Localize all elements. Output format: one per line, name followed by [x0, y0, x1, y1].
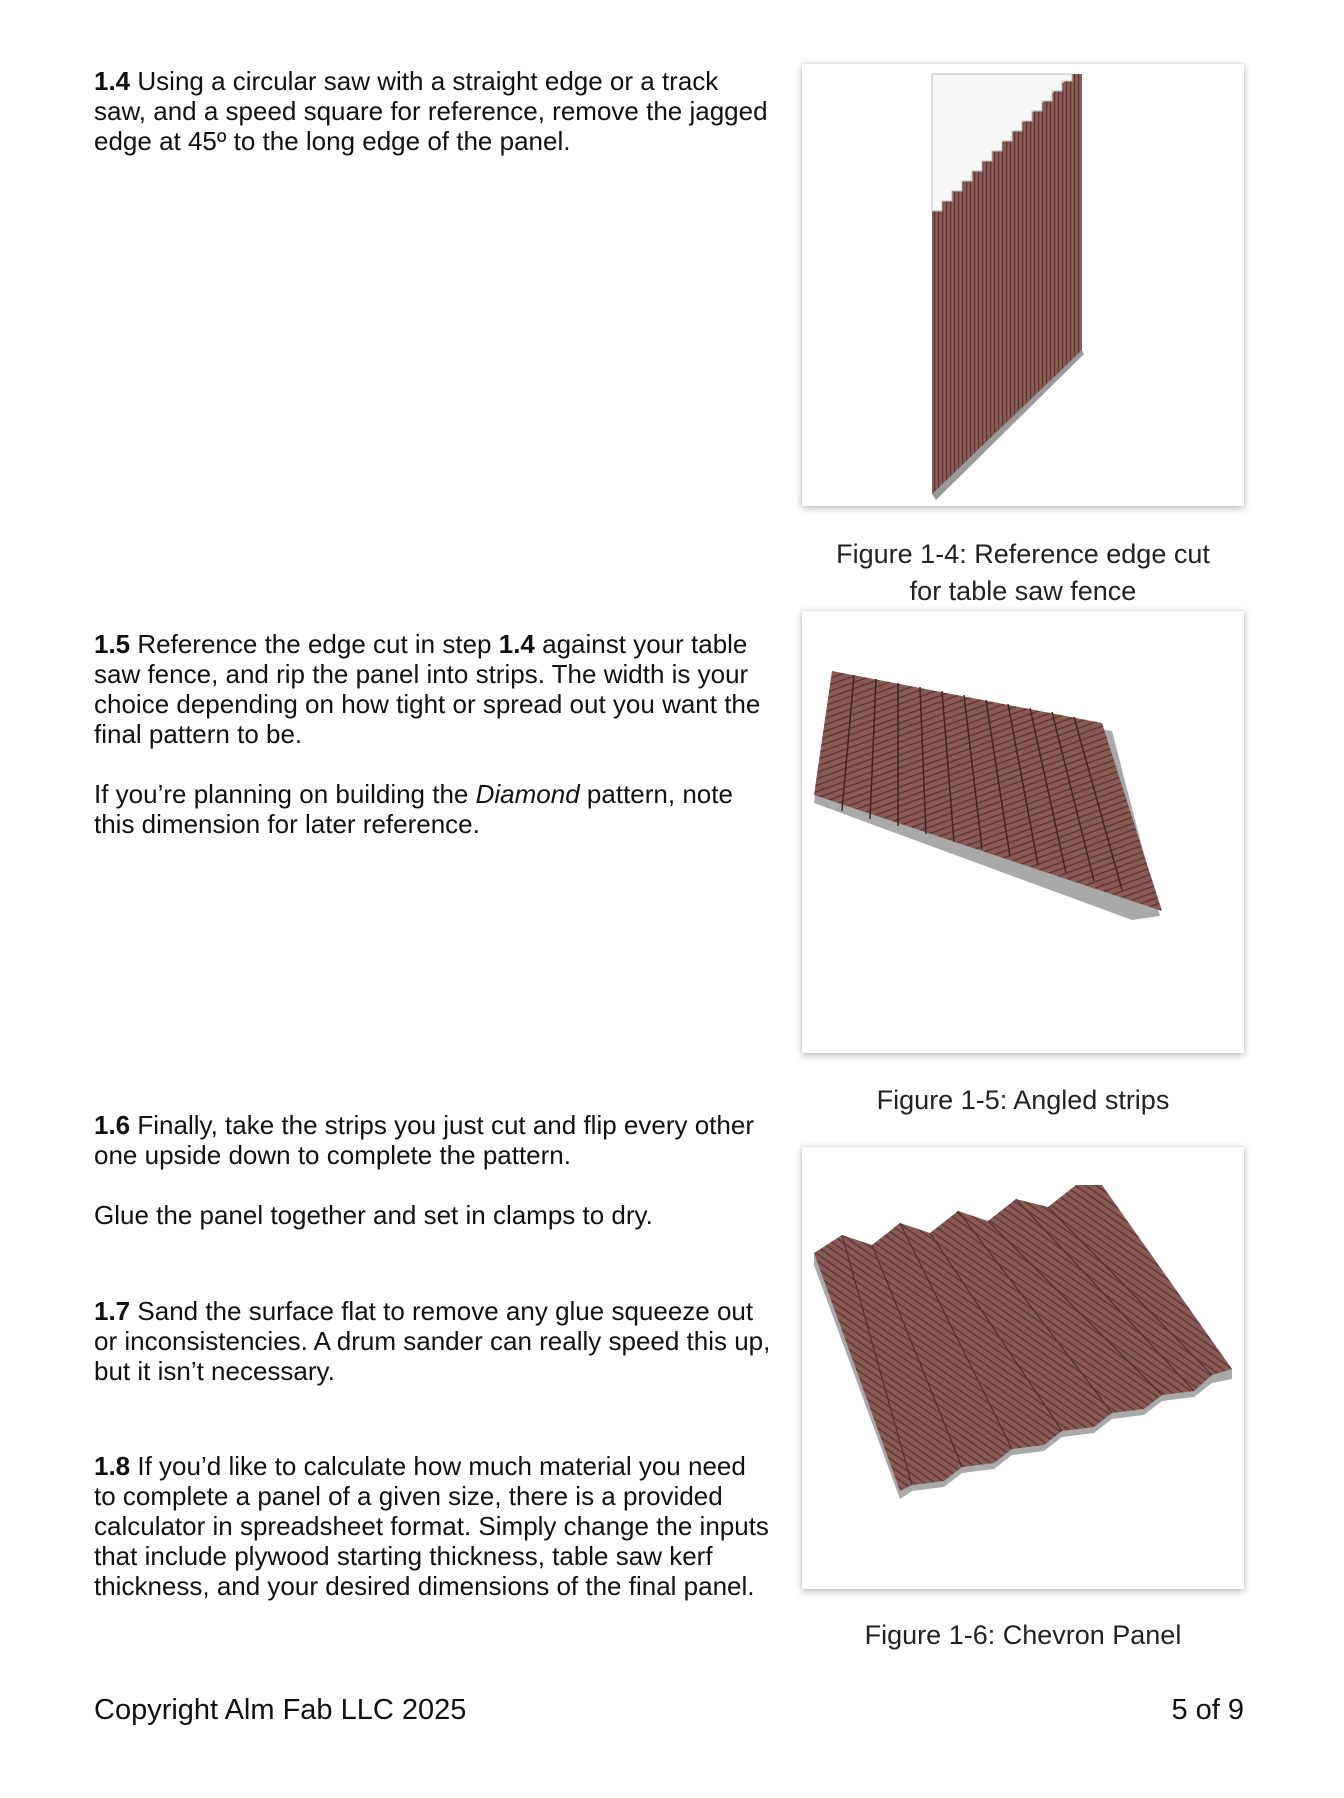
step-text: Finally, take the strips you just cut and flip every other one upside down to complete the pattern.: [94, 1110, 754, 1170]
step-note: If you’re planning on building the: [94, 779, 469, 809]
footer-copyright: Copyright Alm Fab LLC 2025: [94, 1694, 467, 1726]
step-number: 1.4: [94, 66, 131, 96]
caption-line: Figure 1-4: Reference edge cut: [836, 539, 1210, 569]
step-text: Using a circular saw with a straight edge or a track saw, and a speed square for reference, remove the jagged edge at 45º to the long edge of the panel.: [94, 66, 768, 156]
footer-page-number: 5 of 9: [1171, 1694, 1244, 1726]
step-text: Reference the edge cut in step: [137, 629, 492, 659]
figure-1-4-image: [802, 64, 1244, 506]
stacked-strips-illustration: [802, 64, 1244, 506]
caption-line: for table saw fence: [909, 576, 1137, 606]
caption-line: Figure 1-6: Chevron Panel: [864, 1620, 1182, 1650]
step-text: If you’d like to calculate how much material you need to complete a panel of a given size, there is a provided calculator in spreadsheet format. Simply change the inputs that include plywood starting thickness, table saw kerf thickness, and your desired dimensions of the final panel.: [94, 1451, 769, 1601]
step-number: 1.8: [94, 1451, 131, 1481]
step-1-7: [94, 1296, 774, 1386]
figure-1-5-image: [802, 611, 1244, 1053]
step-number: 1.5: [94, 629, 131, 659]
step-1-5: [94, 629, 774, 839]
step-note: Glue the panel together and set in clamps to dry.: [94, 1200, 653, 1230]
step-text: against your table saw fence, and rip the panel into strips. The width is your choice depending on how tight or spread out you want the final pattern to be.: [94, 629, 761, 749]
step-number: 1.7: [94, 1296, 131, 1326]
step-1-4: [94, 66, 774, 156]
angled-strips-illustration: [802, 611, 1244, 1053]
figure-1-6-image: [802, 1147, 1244, 1589]
figure-1-4-caption: [802, 536, 1244, 610]
pattern-name: Diamond: [475, 779, 580, 809]
step-note: pattern, note this dimension for later reference.: [94, 779, 733, 839]
step-text: Sand the surface flat to remove any glue squeeze out or inconsistencies. A drum sander can really speed this up, but it isn’t necessary.: [94, 1296, 771, 1386]
step-1-8: [94, 1451, 774, 1601]
step-1-6: [94, 1110, 774, 1230]
caption-line: Figure 1-5: Angled strips: [876, 1085, 1170, 1115]
step-reference: 1.4: [498, 629, 535, 659]
figure-1-6-caption: [802, 1617, 1244, 1654]
chevron-panel-illustration: [802, 1147, 1244, 1589]
step-number: 1.6: [94, 1110, 131, 1140]
figure-1-5-caption: [802, 1082, 1244, 1119]
